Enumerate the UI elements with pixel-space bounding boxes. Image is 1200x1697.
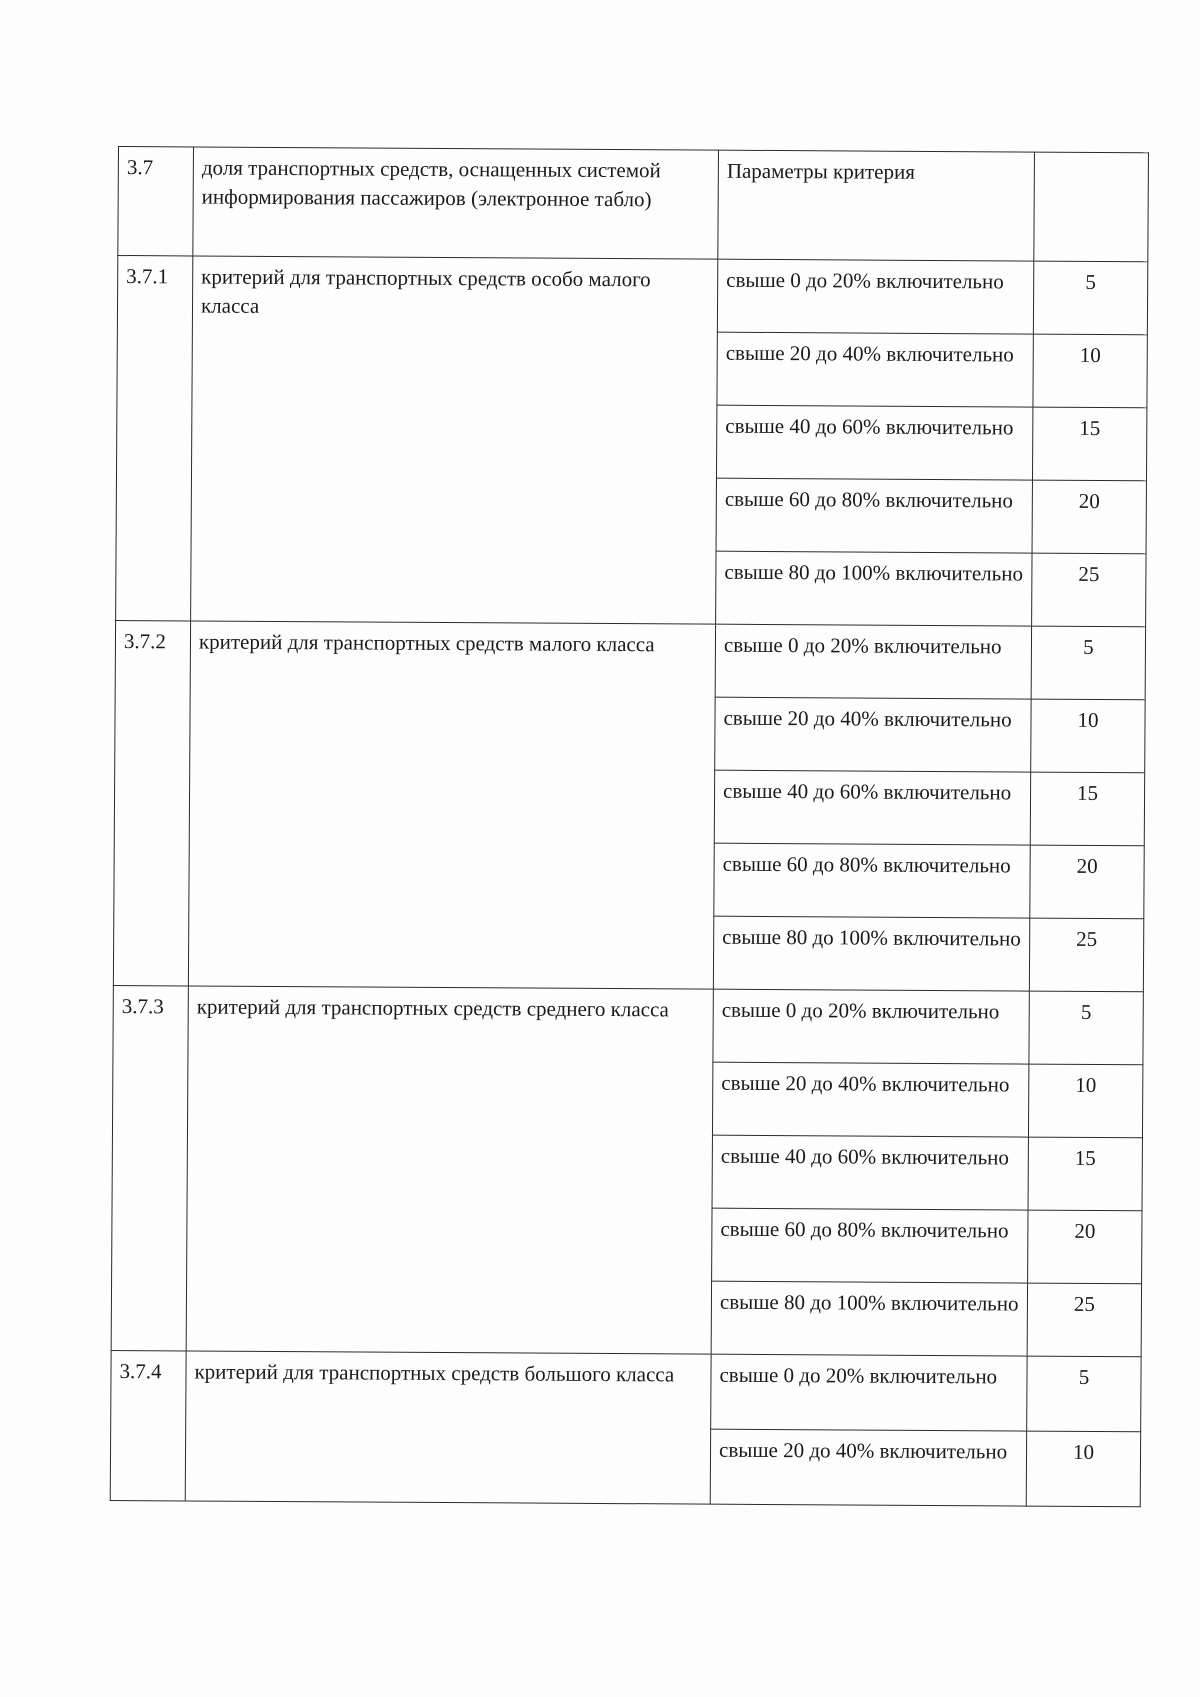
parameters-header: Параметры критерия [718, 150, 1035, 261]
parameter-range: свыше 40 до 60% включительно [714, 770, 1030, 845]
parameter-range: свыше 60 до 80% включительно [712, 1208, 1028, 1283]
parameter-range: свыше 60 до 80% включительно [716, 478, 1032, 553]
parameter-range: свыше 60 до 80% включительно [714, 843, 1030, 918]
subcriterion-number: 3.7.1 [116, 256, 193, 621]
parameter-range: свыше 80 до 100% включительно [711, 1281, 1027, 1356]
parameter-range: свыше 0 до 20% включительно [715, 624, 1031, 699]
score-value: 20 [1028, 1210, 1142, 1284]
score-value: 15 [1030, 772, 1144, 846]
table-row [117, 256, 1147, 335]
parameter-range: свыше 20 до 40% включительно [717, 332, 1033, 407]
score-value: 20 [1030, 845, 1144, 919]
subcriterion-title: критерий для транспортных средств среднего класса [186, 986, 713, 1354]
score-value: 15 [1028, 1137, 1142, 1211]
score-value: 10 [1026, 1431, 1140, 1507]
table-header-row [118, 147, 1149, 262]
parameter-range: свыше 40 до 60% включительно [712, 1135, 1028, 1210]
subcriterion-title: критерий для транспортных средств малого класса [188, 621, 715, 989]
score-value: 25 [1029, 918, 1143, 992]
score-value: 5 [1031, 626, 1145, 700]
score-value: 25 [1027, 1283, 1141, 1357]
table-row [115, 620, 1145, 699]
parameter-range: свыше 0 до 20% включительно [717, 259, 1033, 334]
parameter-range: свыше 40 до 60% включительно [716, 405, 1032, 480]
subcriterion-title: критерий для транспортных средств большого класса [185, 1351, 711, 1504]
parameter-range: свыше 0 до 20% включительно [713, 989, 1029, 1064]
score-value: 10 [1033, 334, 1147, 408]
score-value: 10 [1031, 699, 1145, 773]
parameter-range: свыше 20 до 40% включительно [715, 697, 1031, 772]
criteria-table [110, 146, 1149, 1507]
subcriterion-number: 3.7.3 [111, 985, 188, 1350]
parameter-range: свыше 20 до 40% включительно [710, 1429, 1026, 1506]
parameter-range: свыше 20 до 40% включительно [712, 1062, 1028, 1137]
criterion-number: 3.7 [118, 147, 194, 256]
parameter-range: свыше 0 до 20% включительно [711, 1354, 1027, 1431]
score-value: 10 [1028, 1064, 1142, 1138]
subcriterion-number: 3.7.4 [110, 1350, 186, 1500]
parameter-range: свыше 80 до 100% включительно [716, 551, 1032, 626]
score-value: 15 [1032, 407, 1146, 481]
subcriterion-title: критерий для транспортных средств особо малого класса [191, 256, 718, 624]
subcriterion-number: 3.7.2 [113, 620, 190, 985]
parameter-range: свыше 80 до 100% включительно [713, 916, 1029, 991]
score-value: 5 [1033, 261, 1147, 335]
score-value: 25 [1032, 553, 1146, 627]
score-value: 20 [1032, 480, 1146, 554]
score-value: 5 [1027, 1356, 1141, 1432]
table-row [111, 1350, 1141, 1431]
score-header [1034, 152, 1149, 262]
score-value: 5 [1029, 991, 1143, 1065]
table-row [113, 985, 1143, 1064]
criterion-title: доля транспортных средств, оснащенных системой информирования пассажиров (электронное табло) [193, 147, 719, 259]
